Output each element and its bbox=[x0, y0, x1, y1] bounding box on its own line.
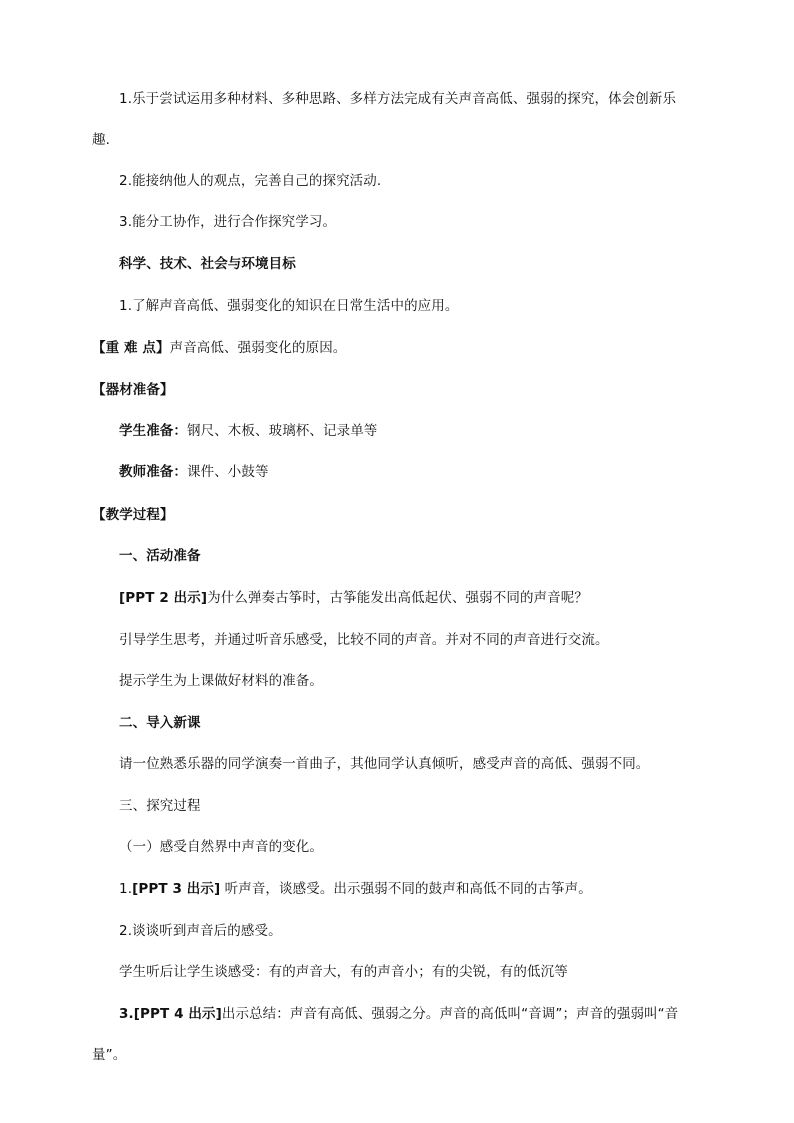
section-3-item-2-detail: 学生听后让学生谈感受：有的声音大，有的声音小；有的尖锐，有的低沉等 bbox=[119, 964, 568, 980]
goal-item-1-line-1: 1.乐于尝试运用多种材料、多种思路、多样方法完成有关声音高低、强弱的探究，体会创新乐 bbox=[119, 91, 677, 107]
student-materials-label: 学生准备： bbox=[119, 423, 187, 439]
section-1-question-line bbox=[119, 589, 588, 607]
section-1-paragraph-3: 提示学生为上课做好材料的准备。 bbox=[119, 673, 323, 689]
teacher-materials-line bbox=[119, 463, 269, 481]
section-3-subheading-1: （一）感受自然界中声音的变化。 bbox=[119, 839, 323, 855]
section-3-item-3-line-1 bbox=[119, 1005, 678, 1023]
ppt-4-tag: [PPT 4 出示] bbox=[133, 1006, 222, 1022]
section-3-item-1 bbox=[119, 880, 592, 898]
key-points-label: 【重 难 点】 bbox=[92, 340, 170, 356]
stse-goals-heading: 科学、技术、社会与环境目标 bbox=[119, 256, 296, 272]
student-materials-text: 钢尺、木板、玻璃杯、记录单等 bbox=[187, 423, 378, 439]
section-1-paragraph-2: 引导学生思考，并通过听音乐感受，比较不同的声音。并对不同的声音进行交流。 bbox=[119, 632, 609, 648]
item-1-prefix: 1. bbox=[119, 881, 133, 897]
key-points-line bbox=[92, 339, 346, 357]
item-1-text: 听声音，谈感受。出示强弱不同的鼓声和高低不同的古筝声。 bbox=[220, 881, 592, 897]
ppt-2-tag: [PPT 2 出示] bbox=[119, 590, 208, 606]
process-heading: 【教学过程】 bbox=[92, 507, 174, 523]
section-3-heading: 三、探究过程 bbox=[119, 798, 201, 814]
key-points-text: 声音高低、强弱变化的原因。 bbox=[169, 340, 347, 356]
student-materials-line bbox=[119, 422, 377, 440]
section-3-item-2: 2.谈谈听到声音后的感受。 bbox=[119, 923, 282, 939]
section-3-item-3-line-2: 量”。 bbox=[92, 1047, 127, 1063]
section-2-heading: 二、导入新课 bbox=[119, 715, 201, 731]
teacher-materials-label: 教师准备： bbox=[119, 464, 187, 480]
goal-item-2: 2.能接纳他人的观点，完善自己的探究活动. bbox=[119, 173, 382, 189]
section-1-question: 为什么弹奏古筝时，古筝能发出高低起伏、强弱不同的声音呢？ bbox=[207, 590, 588, 606]
item-3-prefix: 3. bbox=[119, 1006, 134, 1022]
section-2-paragraph-1: 请一位熟悉乐器的同学演奏一首曲子，其他同学认真倾听，感受声音的高低、强弱不同。 bbox=[119, 756, 650, 772]
ppt-3-tag: [PPT 3 出示] bbox=[132, 881, 221, 897]
section-1-heading: 一、活动准备 bbox=[119, 548, 201, 564]
item-3-text: 出示总结：声音有高低、强弱之分。声音的高低叫“音调”；声音的强弱叫“音 bbox=[221, 1006, 679, 1022]
materials-heading: 【器材准备】 bbox=[92, 382, 174, 398]
teacher-materials-text: 课件、小鼓等 bbox=[187, 464, 269, 480]
goal-item-1-line-2: 趣. bbox=[92, 132, 110, 148]
stse-goal-item-1: 1.了解声音高低、强弱变化的知识在日常生活中的应用。 bbox=[119, 298, 459, 314]
goal-item-3: 3.能分工协作，进行合作探究学习。 bbox=[119, 214, 337, 230]
